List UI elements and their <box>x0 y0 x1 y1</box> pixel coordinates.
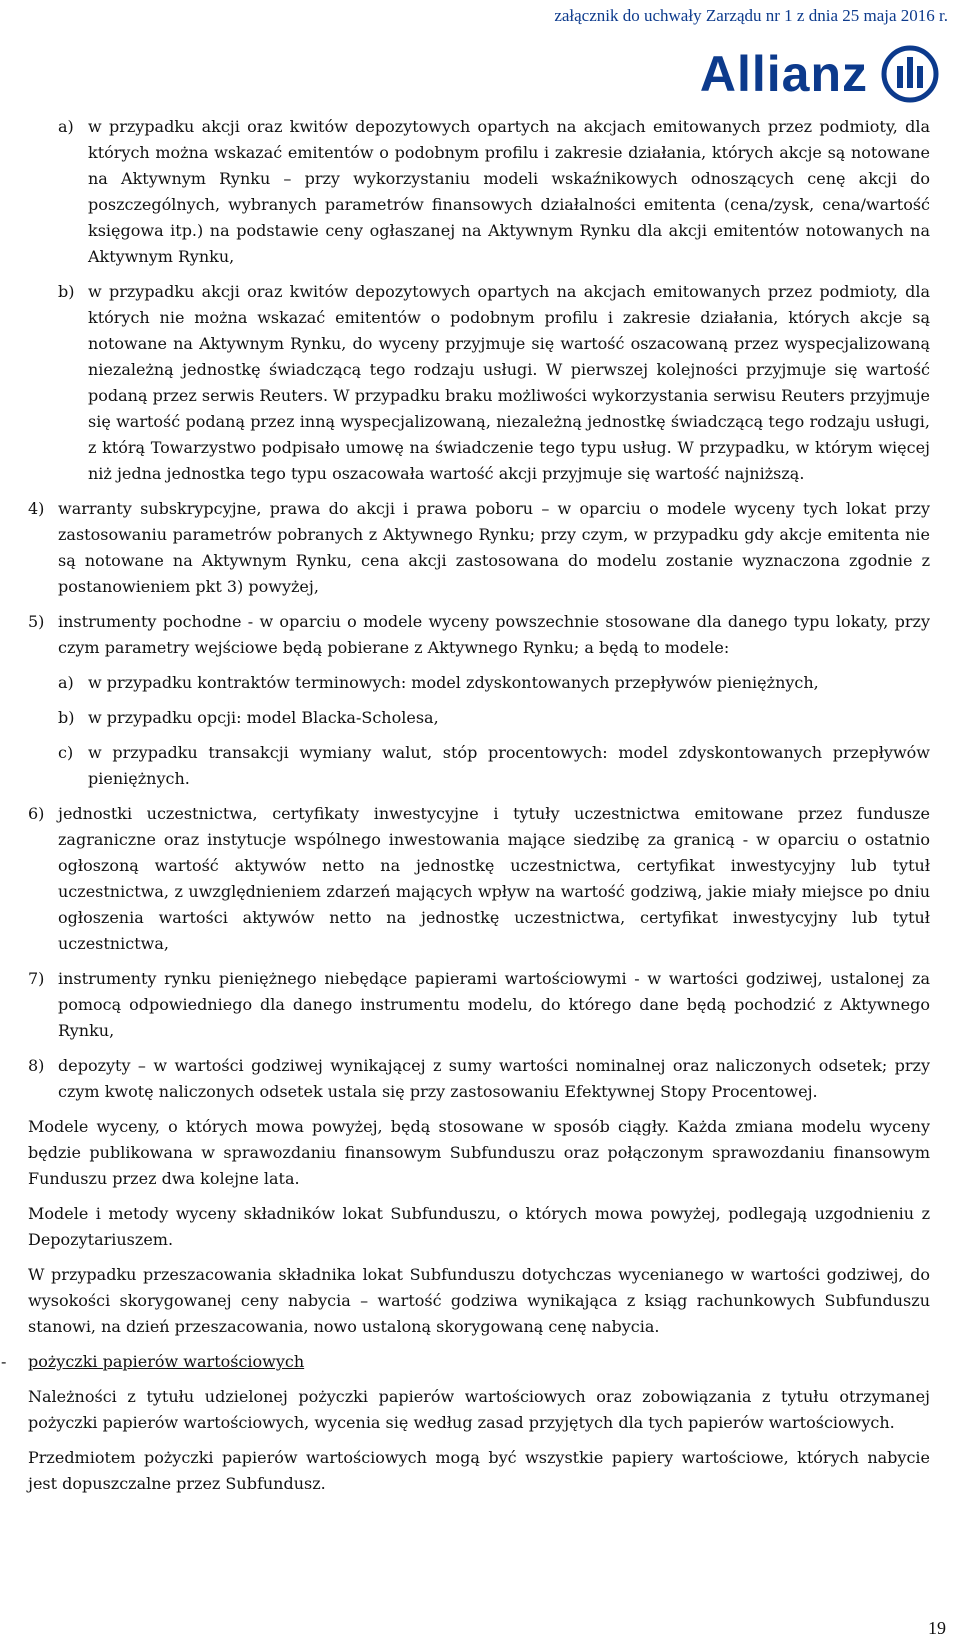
paragraph: Należności z tytułu udzielonej pożyczki papierów wartościowych oraz zobowiązania z tytułu otrzymanej pożyczki papierów wartościowych, wycenia się według zasad przyjętych dla tych papierów wartościowych. <box>28 1387 930 1432</box>
list-marker: 6) <box>28 804 45 823</box>
list-item <box>28 1053 930 1105</box>
list-item-text: depozyty – w wartości godziwej wynikającej z sumy wartości nominalnej oraz naliczonych odsetek; przy czym kwotę naliczonych odsetek ustala się przy zastosowaniu Efektywnej Stopy Procentowej. <box>58 1056 930 1101</box>
list-item <box>28 670 930 696</box>
list-item-text: w przypadku kontraktów terminowych: model zdyskontowanych przepływów pieniężnych, <box>88 673 819 692</box>
list-item-text: warranty subskrypcyjne, prawa do akcji i prawa poboru – w oparciu o modele wyceny tych lokat przy zastosowaniu parametrów pobranych z Aktywnego Rynku; przy czym, w przypadku gdy akcje emitenta nie są notowane na Aktywnym Rynku, cena akcji zastosowana do modelu zostanie wyznaczona zgodnie z postanowieniem pkt 3) powyżej, <box>58 499 930 596</box>
list-item-text: w przypadku opcji: model Blacka-Scholesa, <box>88 708 439 727</box>
list-item-text: w przypadku akcji oraz kwitów depozytowych opartych na akcjach emitowanych przez podmioty, dla których można wskazać emitentów o podobnym profilu i zakresie działania, których akcje są notowane na Aktywnym Rynku – przy wykorzystaniu modeli wskaźnikowych odnoszących cenę akcji do poszczególnych, wybranych parametrów finansowych działalności emitenta (cena/zysk, cena/wartość księgowa itp.) na podstawie ceny ogłaszanej na Aktywnym Rynku dla akcji emitentów notowanych na Aktywnym Rynku, <box>88 117 930 266</box>
list-marker: 5) <box>28 612 45 631</box>
list-marker: a) <box>58 673 74 692</box>
list-item-text: instrumenty pochodne - w oparciu o modele wyceny powszechnie stosowane dla danego typu lokaty, przy czym parametry wejściowe będą pobierane z Aktywnego Rynku; a będą to modele: <box>58 612 930 657</box>
allianz-logo <box>700 44 940 104</box>
list-item-text: w przypadku akcji oraz kwitów depozytowych opartych na akcjach emitowanych przez podmioty, dla których nie można wskazać emitentów o podobnym profilu i zakresie działania, których akcje są notowane na Aktywnym Rynku, do wyceny przyjmuje się wartość oszacowaną przez wyspecjalizowaną niezależną jednostkę świadczącą tego rodzaju usługi. W pierwszej kolejności przyjmuje się wartość podaną przez serwis Reuters. W przypadku braku możliwości wykorzystania serwisu Reuters przyjmuje się wartość podaną przez inną wyspecjalizowaną, niezależną jednostkę świadczącą tego rodzaju usługi, z którą Towarzystwo podpisało umowę na świadczenie tego typu usług. W przypadku, w którym więcej niż jedna jednostka tego typu oszacowała wartość akcji przyjmuje się wartość najniższą. <box>88 282 930 483</box>
document-body <box>1 114 930 1506</box>
list-marker: b) <box>58 708 75 727</box>
header-note: załącznik do uchwały Zarządu nr 1 z dnia 25 maja 2016 r. <box>554 6 948 25</box>
allianz-eagle-icon <box>880 44 940 104</box>
paragraph: Przedmiotem pożyczki papierów wartościowych mogą być wszystkie papiery wartościowe, których nabycie jest dopuszczalne przez Subfundusz. <box>28 1448 930 1493</box>
list-marker: 8) <box>28 1056 45 1075</box>
list-item <box>28 966 930 1044</box>
section-heading <box>1 1349 930 1375</box>
list-marker: b) <box>58 282 75 301</box>
list-marker: 4) <box>28 499 45 518</box>
list-marker: 7) <box>28 969 45 988</box>
section-title: pożyczki papierów wartościowych <box>28 1352 305 1371</box>
list-item <box>28 609 930 661</box>
section-bullet: - <box>1 1352 7 1371</box>
list-item <box>28 740 930 792</box>
paragraph: Modele i metody wyceny składników lokat Subfunduszu, o których mowa powyżej, podlegają uzgodnieniu z Depozytariuszem. <box>28 1204 930 1249</box>
list-item <box>28 705 930 731</box>
list-item-text: instrumenty rynku pieniężnego niebędące papierami wartościowymi - w wartości godziwej, ustalonej za pomocą odpowiedniego dla danego instrumentu modelu, do którego dane będą pochodzić z Aktywnego Rynku, <box>58 969 930 1040</box>
logo-wordmark: Allianz <box>699 46 868 102</box>
list-item <box>28 279 930 487</box>
list-item <box>28 496 930 600</box>
list-marker: c) <box>58 743 74 762</box>
list-marker: a) <box>58 117 74 136</box>
list-item-text: w przypadku transakcji wymiany walut, stóp procentowych: model zdyskontowanych przepływów pieniężnych. <box>88 743 930 788</box>
list-item <box>28 801 930 957</box>
list-item-text: jednostki uczestnictwa, certyfikaty inwestycyjne i tytuły uczestnictwa emitowane przez fundusze zagraniczne oraz instytucje wspólnego inwestowania mające siedzibę za granicą - w oparciu o ostatnio ogłoszoną wartość aktywów netto na jednostkę uczestnictwa, certyfikat inwestycyjny lub tytuł uczestnictwa, z uwzględnieniem zdarzeń mających wpływ na wartość godziwą, jakie miały miejsce po dniu ogłoszenia wartości aktywów netto na jednostkę uczestnictwa, certyfikat inwestycyjny lub tytuł uczestnictwa, <box>58 804 930 953</box>
paragraph: Modele wyceny, o których mowa powyżej, będą stosowane w sposób ciągły. Każda zmiana modelu wyceny będzie publikowana w sprawozdaniu finansowym Subfunduszu oraz połączonym sprawozdaniu finansowym Funduszu przez dwa kolejne lata. <box>28 1117 930 1188</box>
page-number: 19 <box>928 1618 946 1638</box>
paragraph: W przypadku przeszacowania składnika lokat Subfunduszu dotychczas wycenianego w wartości godziwej, do wysokości skorygowanej ceny nabycia – wartość godziwa wynikająca z ksiąg rachunkowych Subfunduszu stanowi, na dzień przeszacowania, nowo ustaloną skorygowaną cenę nabycia. <box>28 1265 930 1336</box>
list-item <box>28 114 930 270</box>
